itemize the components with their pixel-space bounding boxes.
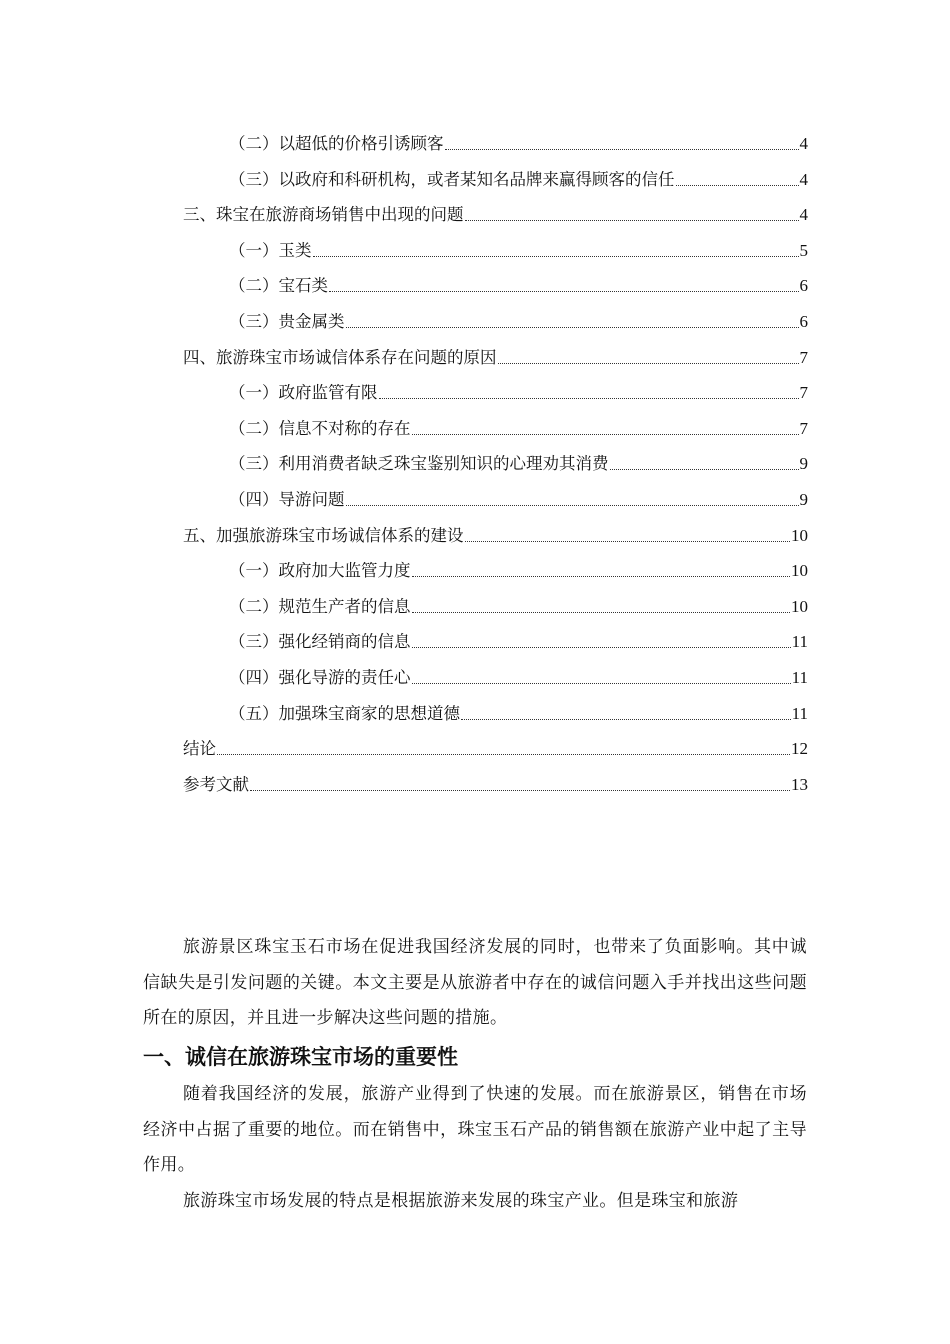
toc-entry-title: 结论 <box>183 739 216 759</box>
toc-leader-dots <box>412 612 791 613</box>
toc-entry-title: （三）贵金属类 <box>229 312 345 331</box>
toc-entry <box>229 118 808 154</box>
toc-entry-title: （四）强化导游的责任心 <box>229 668 411 687</box>
toc-entry <box>229 545 808 581</box>
toc-leader-dots <box>379 398 799 399</box>
toc-entry <box>229 438 808 474</box>
toc-leader-dots <box>313 256 799 257</box>
section-paragraph: 旅游珠宝市场发展的特点是根据旅游来发展的珠宝产业。但是珠宝和旅游 <box>183 1190 739 1211</box>
toc-entry-title: 四、旅游珠宝市场诚信体系存在问题的原因 <box>183 347 497 367</box>
toc-entry <box>229 474 808 510</box>
intro-paragraph: 旅游景区珠宝玉石市场在促进我国经济发展的同时，也带来了负面影响。其中诚信缺失是引发问题的关键。本文主要是从旅游者中存在的诚信问题入手并找出这些问题所在的原因，并且进一步解决这些问题的措施。 <box>143 937 807 1028</box>
section-body <box>143 1077 807 1219</box>
toc-entry-title: （二）以超低的价格引诱顾客 <box>229 134 444 153</box>
toc-entry-title: 参考文献 <box>183 774 249 794</box>
toc-leader-dots <box>250 790 790 791</box>
toc-entry <box>183 189 808 225</box>
toc-entry-title: （二）信息不对称的存在 <box>229 418 411 438</box>
toc-leader-dots <box>346 505 799 506</box>
section-paragraph: 随着我国经济的发展，旅游产业得到了快速的发展。而在旅游景区，销售在市场经济中占据了重要的地位。而在销售中，珠宝玉石产品的销售额在旅游产业中起了主导作用。 <box>143 1084 807 1175</box>
toc-leader-dots <box>465 220 799 221</box>
toc-leader-dots <box>498 363 799 364</box>
toc-page-number: 7 <box>799 383 808 403</box>
toc-leader-dots <box>610 469 799 470</box>
toc-page-number: 6 <box>799 312 808 331</box>
toc-entry-title: （二）宝石类 <box>229 276 328 296</box>
toc-entry-title: （一）政府监管有限 <box>229 383 378 403</box>
toc-leader-dots <box>329 291 799 292</box>
toc-entry-title: （二）规范生产者的信息 <box>229 596 411 616</box>
toc-leader-dots <box>217 754 790 755</box>
toc-entry-title: （三）利用消费者缺乏珠宝鉴别知识的心理劝其消费 <box>229 454 609 474</box>
toc-entry-title: 五、加强旅游珠宝市场诚信体系的建设 <box>183 525 464 545</box>
toc-page-number: 10 <box>791 596 808 616</box>
toc-entry-title: 三、珠宝在旅游商场销售中出现的问题 <box>183 205 464 225</box>
toc-entry-title: （四）导游问题 <box>229 490 345 509</box>
toc-leader-dots <box>461 719 791 720</box>
toc-entry <box>229 296 808 332</box>
intro-section <box>143 930 807 1037</box>
toc-entry <box>183 332 808 368</box>
toc-leader-dots <box>412 576 791 577</box>
toc-leader-dots <box>676 185 799 186</box>
toc-entry <box>229 260 808 296</box>
toc-leader-dots <box>412 683 791 684</box>
toc-page-number: 10 <box>791 561 808 581</box>
toc-entry-title: （五）加强珠宝商家的思想道德 <box>229 703 460 723</box>
toc-page-number: 7 <box>799 347 808 367</box>
toc-page-number: 5 <box>799 240 808 260</box>
toc-entry <box>229 225 808 261</box>
toc-leader-dots <box>346 327 799 328</box>
toc-page-number: 11 <box>791 632 808 652</box>
toc-entry <box>229 616 808 652</box>
toc-page-number: 12 <box>791 739 808 759</box>
toc-entry <box>229 403 808 439</box>
toc-entry-title: （三）以政府和科研机构，或者某知名品牌来赢得顾客的信任 <box>229 169 675 189</box>
toc-leader-dots <box>412 647 791 648</box>
toc-page-number: 4 <box>799 169 808 189</box>
toc-entry <box>229 652 808 688</box>
toc-entry <box>183 759 808 795</box>
toc-entry-title: （一）玉类 <box>229 240 312 260</box>
toc-leader-dots <box>445 149 799 150</box>
toc-page-number: 4 <box>799 134 808 153</box>
toc-entry-title: （三）强化经销商的信息 <box>229 632 411 652</box>
toc-entry <box>229 367 808 403</box>
toc-page-number: 10 <box>791 525 808 545</box>
toc-page-number: 13 <box>791 774 808 794</box>
toc-entry <box>229 581 808 617</box>
toc-entry <box>183 723 808 759</box>
toc-leader-dots <box>465 541 791 542</box>
toc-leader-dots <box>412 434 799 435</box>
toc-entry <box>229 154 808 190</box>
toc-page-number: 11 <box>791 668 808 687</box>
toc-entry-title: （一）政府加大监管力度 <box>229 561 411 581</box>
toc-page-number: 9 <box>799 454 808 474</box>
toc-entry <box>183 510 808 546</box>
toc-page-number: 4 <box>799 205 808 225</box>
toc-page-number: 11 <box>791 703 808 723</box>
toc-page-number: 9 <box>799 490 808 509</box>
toc-page-number: 6 <box>799 276 808 296</box>
toc-entry <box>229 688 808 724</box>
toc-page-number: 7 <box>799 418 808 438</box>
section-heading: 一、诚信在旅游珠宝市场的重要性 <box>143 1045 458 1069</box>
